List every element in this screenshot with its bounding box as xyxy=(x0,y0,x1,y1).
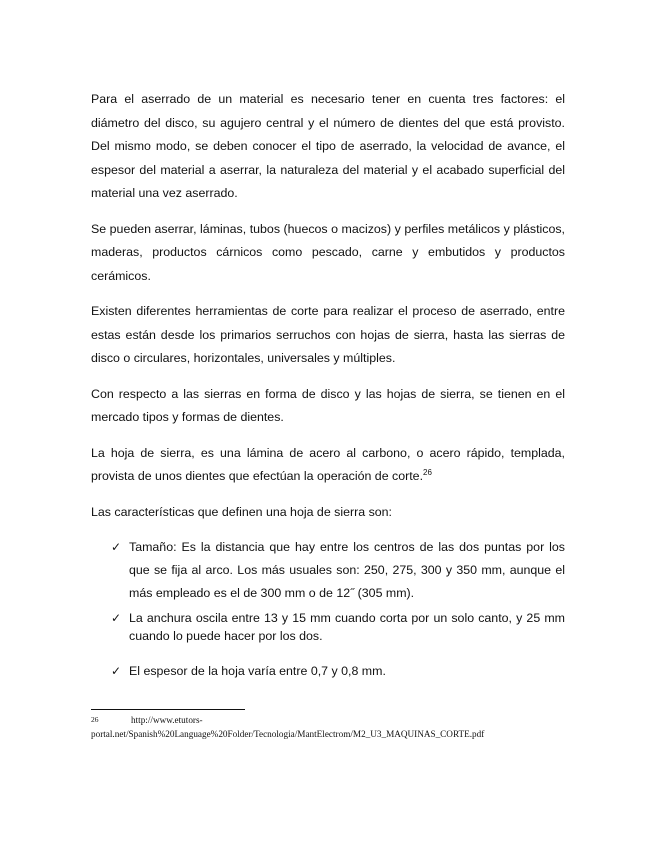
check-icon: ✓ xyxy=(111,664,122,678)
footnote-reference[interactable]: 26 xyxy=(423,467,432,477)
paragraph-aserrado-factores: Para el aserrado de un material es necesario tener en cuenta tres factores: el diámetro del disco, su agujero central y el número de dientes del que está provisto. Del mismo modo, se deben conocer el tipo de aserrado, la velocidad de avance, el espesor del material a aserrar, la naturaleza del material y el acabado superficial del material una vez aserrado. xyxy=(91,92,565,200)
footnote-divider xyxy=(91,709,245,710)
list-item xyxy=(91,661,565,681)
list-item-text: El espesor de la hoja varía entre 0,7 y 0,8 mm. xyxy=(129,664,386,678)
footnote-number: 26 xyxy=(91,715,99,724)
paragraph-materiales: Se pueden aserrar, láminas, tubos (huecos o macizos) y perfiles metálicos y plásticos, maderas, productos cárnicos como pescado, carne y embutidos y productos cerámicos. xyxy=(91,221,565,283)
paragraph-herramientas: Existen diferentes herramientas de corte para realizar el proceso de aserrado, entre estas están desde los primarios serruchos con hojas de sierra, hasta las sierras de disco o circulares, horizontales, universales y múltiples. xyxy=(91,304,565,365)
footnote xyxy=(91,713,565,741)
list-item-text: La anchura oscila entre 13 y 15 mm cuando corta por un solo canto, y 25 mm cuando lo puede hacer por los dos. xyxy=(129,611,565,643)
check-icon: ✓ xyxy=(111,540,122,554)
paragraph-hoja-sierra-text: La hoja de sierra, es una lámina de acero al carbono, o acero rápido, templada, provista de unos dientes que efectúan la operación de corte. xyxy=(91,445,565,483)
list-item-text: Tamaño: Es la distancia que hay entre los centros de las dos puntas por los que se fija al arco. Los más usuales son: 250, 275, 300 y 350 mm, aunque el más empleado es el de 300 mm o de 12˝ (305 mm). xyxy=(129,540,565,600)
list-item xyxy=(91,609,565,645)
paragraph-sierras-disco: Con respecto a las sierras en forma de disco y las hojas de sierra, se tienen en el mercado tipos y formas de dientes. xyxy=(91,386,565,424)
paragraph-hoja-sierra xyxy=(91,442,565,489)
paragraph-caracteristicas: Las características que definen una hoja de sierra son: xyxy=(91,504,392,519)
list-item xyxy=(91,536,565,605)
footnote-url[interactable]: http://www.etutors-portal.net/Spanish%20Language%20Folder/Tecnologia/MantElectrom/M2_U3_MAQUINAS_CORTE.pdf xyxy=(91,715,485,739)
characteristics-list xyxy=(91,536,565,681)
document-page xyxy=(91,88,565,681)
check-icon: ✓ xyxy=(111,611,122,625)
